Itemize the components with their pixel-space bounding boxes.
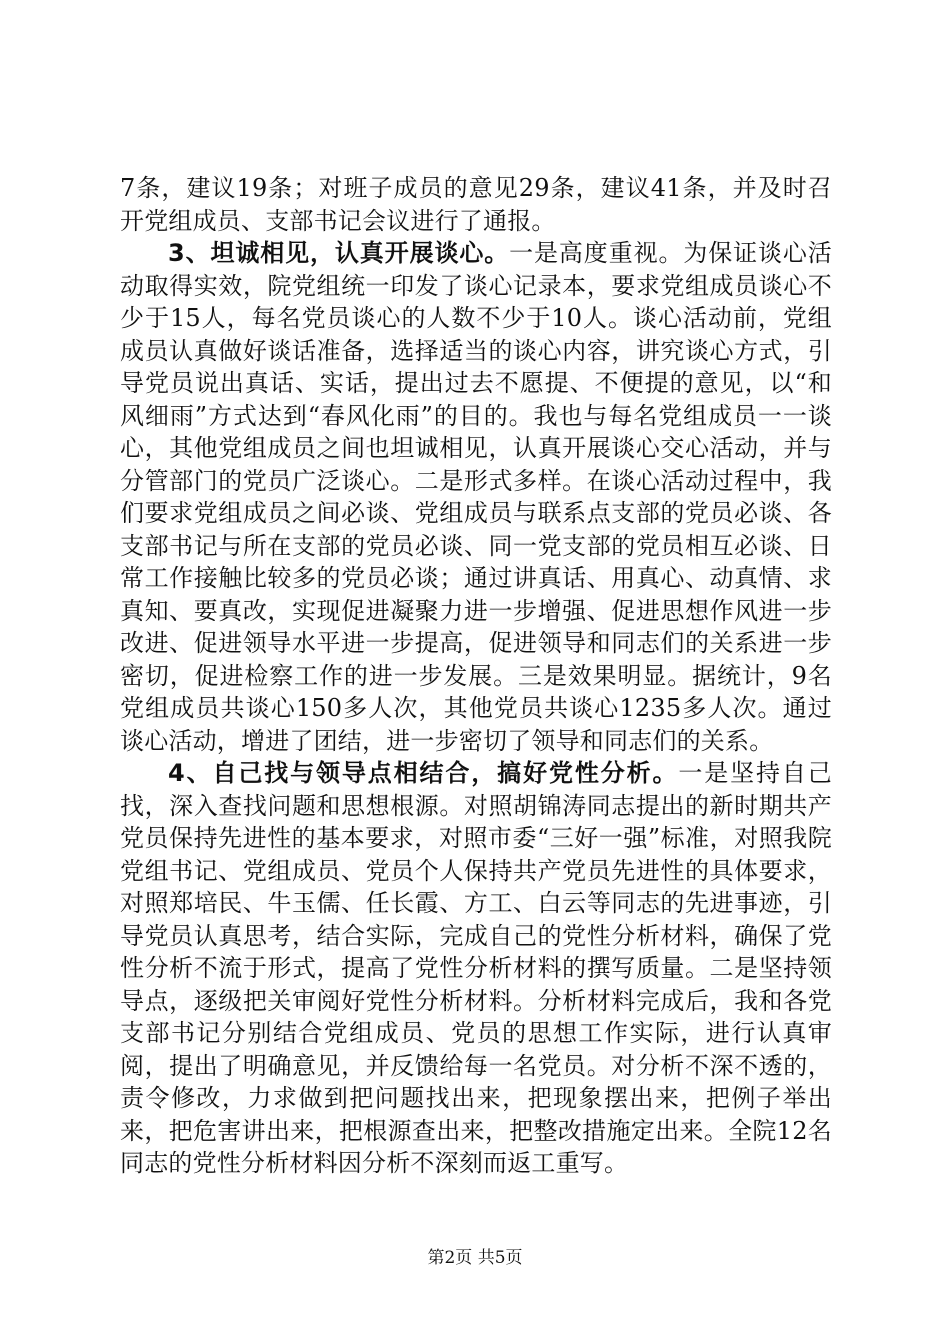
paragraph-talks <box>120 237 832 757</box>
document-body <box>120 172 832 1180</box>
paragraph-text: 7条，建议19条；对班子成员的意见29条，建议41条，并及时召开党组成员、支部书记会议进行了通报。 <box>120 174 832 235</box>
page-footer <box>0 1243 950 1268</box>
paragraph-continuation <box>120 172 832 237</box>
paragraph-text: 一是坚持自己找，深入查找问题和思想根源。对照胡锦涛同志提出的新时期共产党员保持先进性的基本要求，对照市委“三好一强”标准，对照我院党组书记、党组成员、党员个人保持共产党员先进性的具体要求，对照郑培民、牛玉儒、任长霞、方工、白云等同志的先进事迹，引导党员认真思考，结合实际，完成自己的党性分析材料，确保了党性分析不流于形式，提高了党性分析材料的撰写质量。二是坚持领导点，逐级把关审阅好党性分析材料。分析材料完成后，我和各党支部书记分别结合党组成员、党员的思想工作实际，进行认真审阅，提出了明确意见，并反馈给每一名党员。对分析不深不透的，责令修改，力求做到把问题找出来，把现象摆出来，把例子举出来，把危害讲出来，把根源查出来，把整改措施定出来。全院12名同志的党性分析材料因分析不深刻而返工重写。 <box>120 759 832 1177</box>
paragraph-party-analysis <box>120 757 832 1180</box>
page-number-label: 第2页 共5页 <box>427 1248 523 1268</box>
section-heading-talks: 3、坦诚相见，认真开展谈心。 <box>168 239 510 267</box>
section-heading-party-analysis: 4、自己找与领导点相结合，搞好党性分析。 <box>168 759 679 787</box>
paragraph-text: 一是高度重视。为保证谈心活动取得实效，院党组统一印发了谈心记录本，要求党组成员谈心不少于15人，每名党员谈心的人数不少于10人。谈心活动前，党组成员认真做好谈话准备，选择适当的谈心内容，讲究谈心方式，引导党员说出真话、实话，提出过去不愿提、不便提的意见，以“和风细雨”方式达到“春风化雨”的目的。我也与每名党组成员一一谈心，其他党组成员之间也坦诚相见，认真开展谈心交心活动，并与分管部门的党员广泛谈心。二是形式多样。在谈心活动过程中，我们要求党组成员之间必谈、党组成员与联系点支部的党员必谈、各支部书记与所在支部的党员必谈、同一党支部的党员相互必谈、日常工作接触比较多的党员必谈；通过讲真话、用真心、动真情、求真知、要真改，实现促进凝聚力进一步增强、促进思想作风进一步改进、促进领导水平进一步提高，促进领导和同志们的关系进一步密切，促进检察工作的进一步发展。三是效果明显。据统计，9名党组成员共谈心150多人次，其他党员共谈心1235多人次。通过谈心活动，增进了团结，进一步密切了领导和同志们的关系。 <box>120 239 832 755</box>
